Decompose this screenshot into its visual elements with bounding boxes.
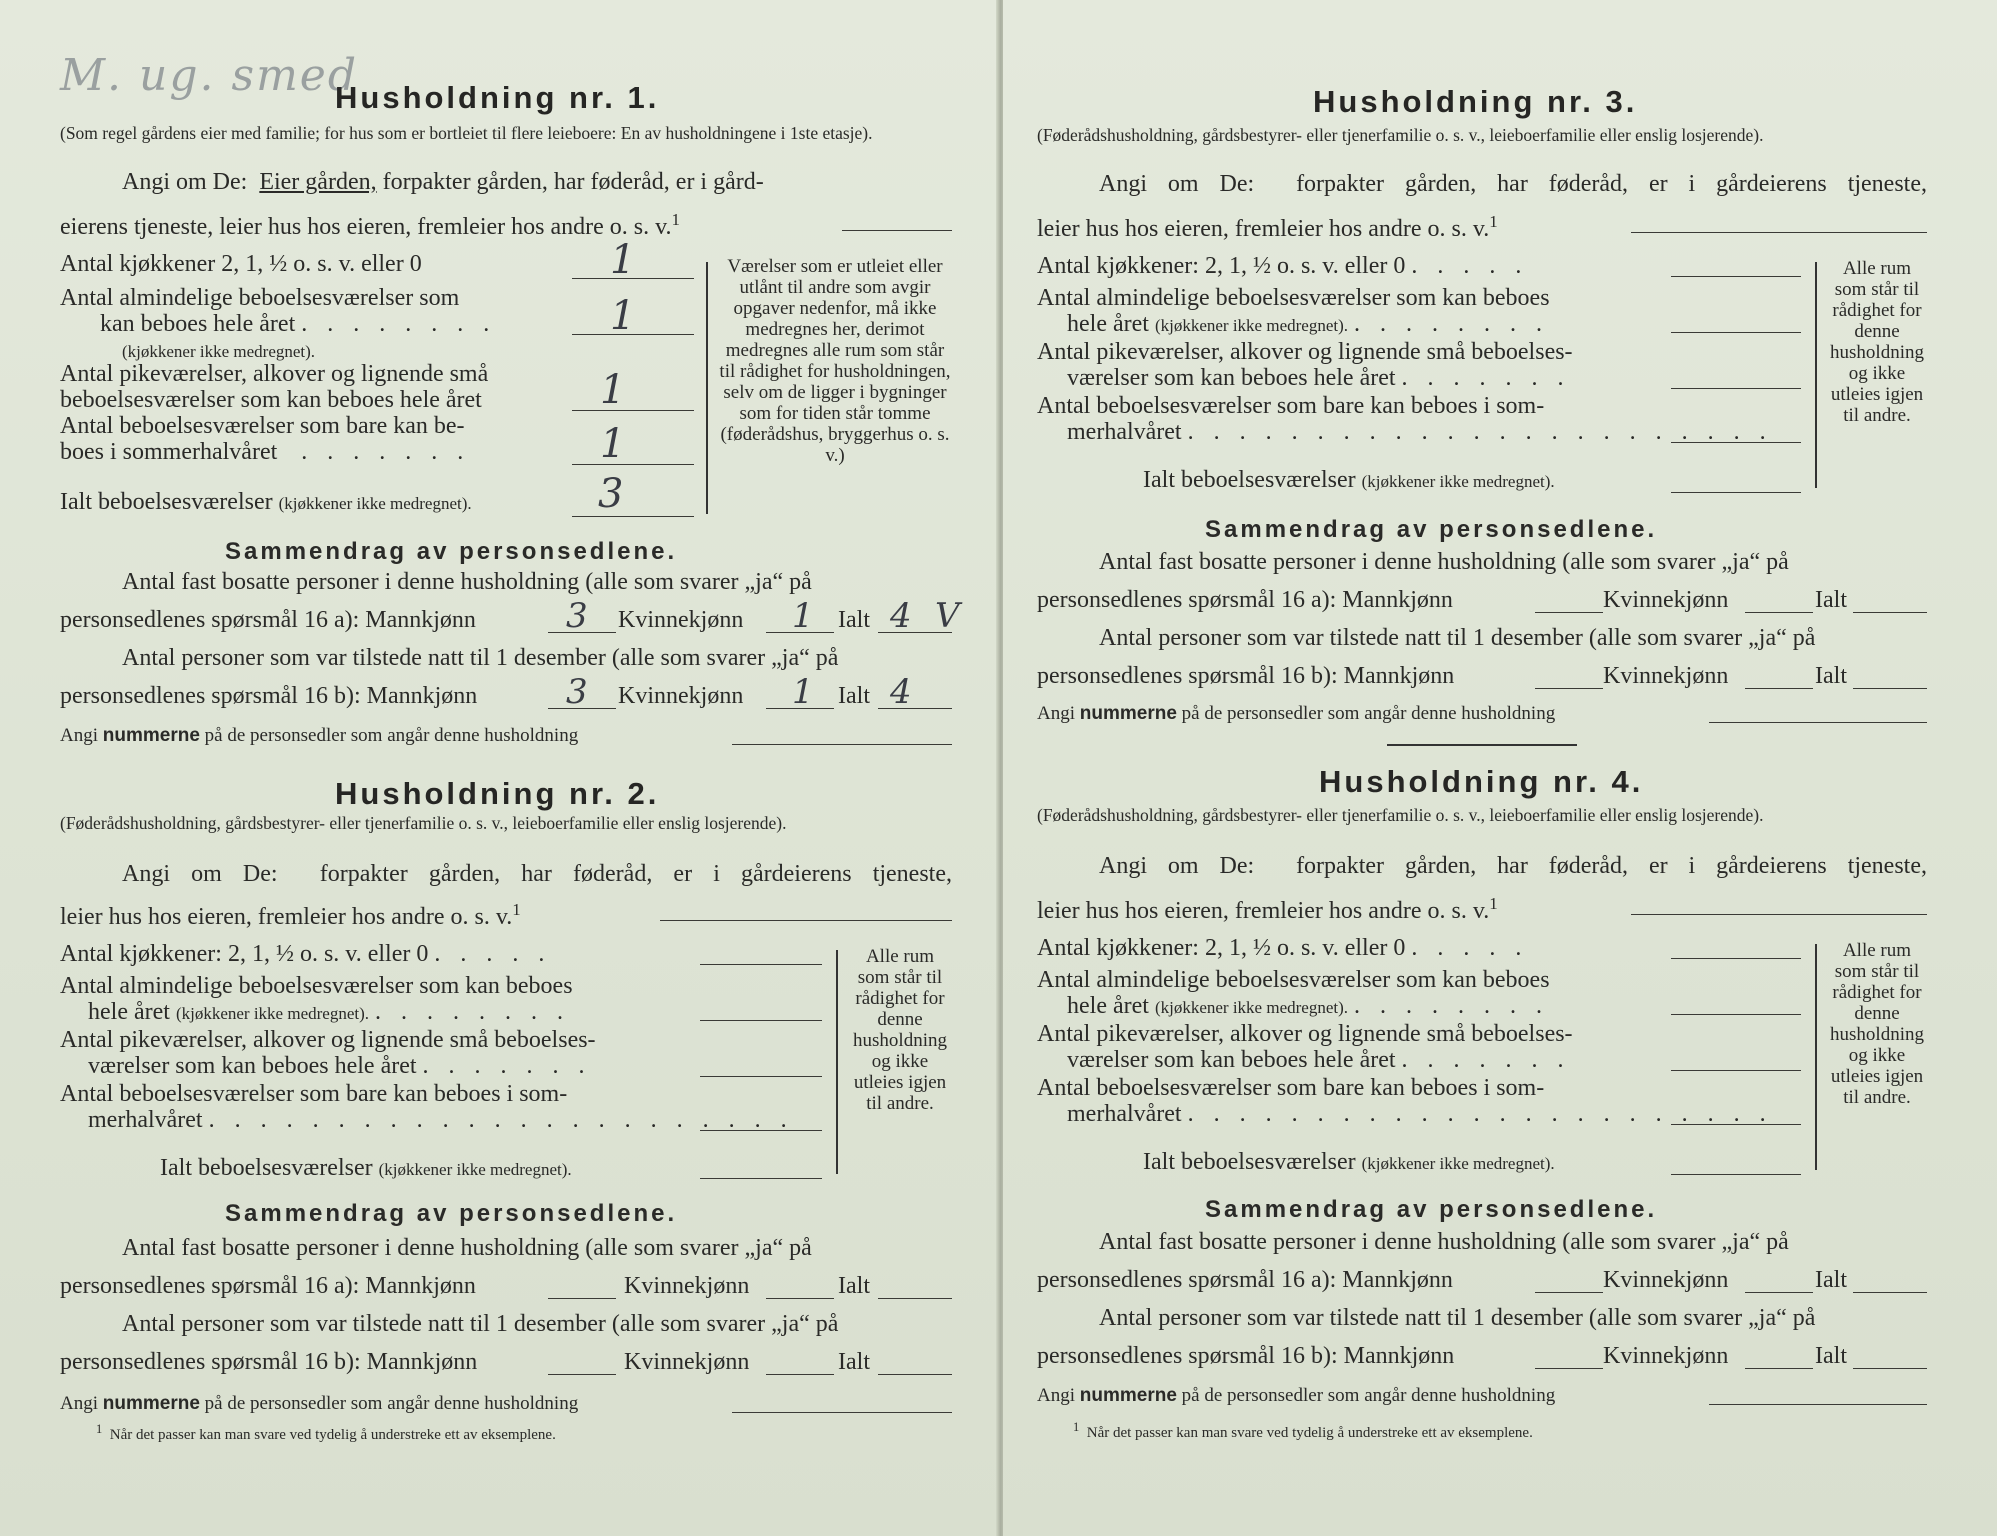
h2-summary-a1: Antal fast bosatte personer i denne husholdning (alle som svarer „ja“ på bbox=[122, 1235, 812, 1261]
h4-angi-fill bbox=[1631, 914, 1927, 915]
h3-alm-row2: hele året (kjøkkener ikke medregnet). . . . . . . . . bbox=[1067, 311, 1549, 337]
alm-label: hele året bbox=[88, 999, 170, 1025]
h4-nummerne-row bbox=[1037, 1382, 1555, 1410]
h4-alm-row1: Antal almindelige beboelsesværelser som kan beboes bbox=[1037, 967, 1550, 993]
left-footnote bbox=[96, 1422, 556, 1444]
mannkjonn-label: personsedlenes spørsmål 16 a): Mannkjønn bbox=[60, 607, 476, 633]
h2-summary-a2: personsedlenes spørsmål 16 a): Mannkjønn bbox=[60, 1273, 476, 1299]
h4-b-kvinne-fill bbox=[1745, 1368, 1813, 1369]
kjokken-label: Antal kjøkkener: 2, 1, ½ o. s. v. eller 0 bbox=[1037, 935, 1406, 961]
h4-pike-row2: værelser som kan beboes hele året . . . . . . . bbox=[1067, 1047, 1571, 1073]
sommer-label: merhalvåret bbox=[1067, 1101, 1182, 1127]
alm-note: (kjøkkener ikke medregnet). bbox=[1154, 316, 1348, 335]
h4-a-mann-fill bbox=[1535, 1292, 1603, 1293]
household-4-angi-cont bbox=[1037, 890, 1498, 925]
h3-b-ialt-fill bbox=[1853, 688, 1927, 689]
pike-label: værelser som kan beboes hele året bbox=[1067, 1047, 1396, 1073]
household-4-note: (Føderådshusholdning, gårdsbestyrer- eller tjenerfamilie o. s. v., leieboerfamilie eller enslig losjerende). bbox=[1037, 805, 1764, 825]
h2-angi-fill bbox=[660, 920, 952, 921]
household-1-angi-cont bbox=[60, 206, 680, 241]
h3-alm-fill bbox=[1671, 332, 1801, 333]
right-footnote bbox=[1073, 1420, 1533, 1442]
household-3-note: (Føderådshusholdning, gårdsbestyrer- eller tjenerfamilie o. s. v., leieboerfamilie eller enslig losjerende). bbox=[1037, 125, 1764, 145]
nummer-label-c: på de personsedler som angår denne husholdning bbox=[1181, 703, 1556, 724]
nummer-label-a: Angi bbox=[1037, 1385, 1075, 1406]
household-1-note: (Som regel gårdens eier med familie; for hus som er bortleiet til flere leieboere: En av husholdningene i 1ste etasje). bbox=[60, 123, 873, 143]
angi-label: Angi om De: bbox=[1099, 171, 1255, 197]
h1-alm-answer: 1 bbox=[610, 293, 636, 339]
h4-pike-row1: Antal pikeværelser, alkover og lignende små beboelses- bbox=[1037, 1021, 1573, 1047]
h1-a-kvinne-label: Kvinnekjønn bbox=[618, 607, 744, 633]
h1-a-check-mark: V bbox=[935, 596, 960, 636]
h1-kjokken-answer: 1 bbox=[610, 237, 636, 283]
ialt-label: Ialt beboelsesværelser bbox=[1143, 467, 1356, 493]
footnote-mark: 1 bbox=[1073, 1420, 1080, 1434]
h2-pike-row1: Antal pikeværelser, alkover og lignende små beboelses- bbox=[60, 1027, 596, 1053]
h2-summary-b1: Antal personer som var tilstede natt til 1 desember (alle som svarer „ja“ på bbox=[122, 1311, 839, 1337]
alm-label: hele året bbox=[1067, 311, 1149, 337]
h3-sommer-row1: Antal beboelsesværelser som bare kan beboes i som- bbox=[1037, 393, 1545, 419]
angi-options-cont: eierens tjeneste, leier hus hos eieren, fremleier hos andre o. s. v. bbox=[60, 214, 672, 240]
h3-summary-a1: Antal fast bosatte personer i denne husholdning (alle som svarer „ja“ på bbox=[1099, 549, 1789, 575]
h4-summary-title: Sammendrag av personsedlene. bbox=[1205, 1196, 1658, 1223]
h2-ialt-fill bbox=[700, 1178, 822, 1179]
h4-a-kvinne-fill bbox=[1745, 1292, 1813, 1293]
h1-pike-row1: Antal pikeværelser, alkover og lignende små bbox=[60, 361, 489, 387]
h1-b-kvinne-label: Kvinnekjønn bbox=[618, 683, 744, 709]
footnote-mark: 1 bbox=[1489, 212, 1498, 231]
angi-label: Angi om De: bbox=[122, 861, 278, 887]
sommer-label: merhalvåret bbox=[1067, 419, 1182, 445]
h2-a-ialt-label: Ialt bbox=[838, 1273, 870, 1299]
h1-a-ialt-label: Ialt bbox=[838, 607, 870, 633]
nummer-label-c: på de personsedler som angår denne husholdning bbox=[204, 1393, 579, 1414]
h1-ialt-row bbox=[60, 488, 472, 518]
h1-brace-line bbox=[706, 262, 708, 514]
footnote-mark: 1 bbox=[512, 900, 521, 919]
h1-b-ialt-label: Ialt bbox=[838, 683, 870, 709]
h1-alm-row2: kan beboes hele året . . . . . . . . bbox=[100, 311, 497, 337]
h2-pike-fill bbox=[700, 1076, 822, 1077]
ialt-note: (kjøkkener ikke medregnet). bbox=[1361, 472, 1555, 491]
angi-fill-line bbox=[842, 230, 952, 231]
h1-summary-a2 bbox=[60, 606, 476, 634]
angi-options: forpakter gården, har føderåd, er i gårdeierens tjeneste, bbox=[319, 861, 952, 887]
h4-sommer-row1: Antal beboelsesværelser som bare kan beboes i som- bbox=[1037, 1075, 1545, 1101]
h1-pike-row2: beboelsesværelser som kan beboes hele året bbox=[60, 387, 482, 413]
ialt-note: (kjøkkener ikke medregnet). bbox=[378, 1160, 572, 1179]
angi-options: forpakter gården, har føderåd, er i gård- bbox=[382, 169, 764, 195]
household-separator bbox=[1387, 744, 1577, 746]
h4-summary-b2: personsedlenes spørsmål 16 b): Mannkjønn bbox=[1037, 1343, 1455, 1369]
h3-brace-line bbox=[1815, 262, 1817, 488]
angi-options: forpakter gården, har føderåd, er i gårdeierens tjeneste, bbox=[1296, 171, 1927, 197]
h1-a-kvinne-answer: 1 bbox=[792, 596, 814, 636]
h1-a-ialt-answer: 4 bbox=[890, 596, 912, 636]
h4-summary-a1: Antal fast bosatte personer i denne husholdning (alle som svarer „ja“ på bbox=[1099, 1229, 1789, 1255]
h1-summary-a1: Antal fast bosatte personer i denne husholdning (alle som svarer „ja“ på bbox=[122, 569, 812, 595]
household-2-title: Husholdning nr. 2. bbox=[335, 776, 660, 811]
angi-options-cont: leier hus hos eieren, fremleier hos andre o. s. v. bbox=[60, 904, 513, 930]
h1-ialt-fill bbox=[572, 516, 694, 517]
h1-sommer-row2: boes i sommerhalvåret . . . . . . . bbox=[60, 439, 471, 465]
h3-alm-row1: Antal almindelige beboelsesværelser som kan beboes bbox=[1037, 285, 1550, 311]
h3-summary-a2: personsedlenes spørsmål 16 a): Mannkjønn bbox=[1037, 587, 1453, 613]
household-2-angi bbox=[122, 860, 952, 888]
kjokken-label: Antal kjøkkener: 2, 1, ½ o. s. v. eller 0 bbox=[60, 941, 429, 967]
h1-b-ialt-answer: 4 bbox=[890, 672, 912, 712]
sommer-label: boes i sommerhalvåret bbox=[60, 439, 278, 465]
h2-nummerne-row bbox=[60, 1390, 578, 1418]
h3-a-ialt-fill bbox=[1853, 612, 1927, 613]
nummer-label-bold: nummerne bbox=[102, 1393, 200, 1414]
h3-kjokken-fill bbox=[1671, 276, 1801, 277]
h4-nummerne-fill bbox=[1709, 1404, 1927, 1405]
h2-brace-line bbox=[836, 950, 838, 1174]
h1-b-mann-answer: 3 bbox=[566, 672, 588, 712]
nummer-label-bold: nummerne bbox=[1079, 703, 1177, 724]
h1-b-kvinne-answer: 1 bbox=[792, 672, 814, 712]
h1-a-mann-answer: 3 bbox=[566, 596, 588, 636]
h3-summary-title: Sammendrag av personsedlene. bbox=[1205, 516, 1658, 543]
h3-b-kvinne-label: Kvinnekjønn bbox=[1603, 663, 1729, 689]
h2-summary-title: Sammendrag av personsedlene. bbox=[225, 1200, 678, 1227]
alm-label: kan beboes hele året bbox=[100, 311, 296, 337]
pike-label: værelser som kan beboes hele året bbox=[88, 1053, 417, 1079]
h2-kjokken-fill bbox=[700, 964, 822, 965]
h4-a-kvinne-label: Kvinnekjønn bbox=[1603, 1267, 1729, 1293]
nummer-label-a: Angi bbox=[60, 1393, 98, 1414]
h4-summary-a2: personsedlenes spørsmål 16 a): Mannkjønn bbox=[1037, 1267, 1453, 1293]
nummer-label-c: på de personsedler som angår denne husholdning bbox=[1181, 1385, 1556, 1406]
h3-a-kvinne-label: Kvinnekjønn bbox=[1603, 587, 1729, 613]
h1-pike-answer: 1 bbox=[600, 367, 626, 413]
h3-nummerne-fill bbox=[1709, 722, 1927, 723]
h4-alm-row2: hele året (kjøkkener ikke medregnet). . . . . . . . . bbox=[1067, 993, 1549, 1019]
h2-b-kvinne-fill bbox=[766, 1374, 834, 1375]
h3-b-ialt-label: Ialt bbox=[1815, 663, 1847, 689]
nummer-label-bold: nummerne bbox=[102, 725, 200, 746]
h3-sommer-row2: merhalvåret . . . . . . . . . . . . . . . . . . . . . . . bbox=[1067, 419, 1773, 445]
h3-nummerne-row bbox=[1037, 700, 1555, 728]
alm-note: (kjøkkener ikke medregnet). bbox=[175, 1004, 369, 1023]
h2-a-kvinne-fill bbox=[766, 1298, 834, 1299]
h1-alm-row1: Antal almindelige beboelsesværelser som bbox=[60, 285, 460, 311]
h1-ialt-answer: 3 bbox=[598, 471, 624, 517]
h2-b-kvinne-label: Kvinnekjønn bbox=[624, 1349, 750, 1375]
h4-alm-fill bbox=[1671, 1014, 1801, 1015]
nummer-label-bold: nummerne bbox=[1079, 1385, 1177, 1406]
h2-b-ialt-label: Ialt bbox=[838, 1349, 870, 1375]
h2-pike-row2: værelser som kan beboes hele året . . . . . . . bbox=[88, 1053, 592, 1079]
h3-a-kvinne-fill bbox=[1745, 612, 1813, 613]
footnote-text: Når det passer kan man svare ved tydelig å understreke ett av eksemplene. bbox=[1086, 1425, 1533, 1441]
h2-alm-fill bbox=[700, 1020, 822, 1021]
angi-options-cont: leier hus hos eieren, fremleier hos andre o. s. v. bbox=[1037, 898, 1490, 924]
household-2-angi-cont bbox=[60, 896, 521, 931]
h4-b-kvinne-label: Kvinnekjønn bbox=[1603, 1343, 1729, 1369]
h4-pike-fill bbox=[1671, 1070, 1801, 1071]
h2-kjokken-row: Antal kjøkkener: 2, 1, ½ o. s. v. eller 0 . . . . . bbox=[60, 941, 552, 967]
h4-a-ialt-fill bbox=[1853, 1292, 1927, 1293]
h2-alm-row2: hele året (kjøkkener ikke medregnet). . . . . . . . . bbox=[88, 999, 570, 1025]
angi-label: Angi om De: bbox=[1099, 853, 1255, 879]
h4-sommer-fill bbox=[1671, 1124, 1801, 1125]
alm-note: (kjøkkener ikke medregnet). bbox=[1154, 998, 1348, 1017]
ialt-label: Ialt beboelsesværelser bbox=[60, 489, 273, 515]
h4-kjokken-fill bbox=[1671, 958, 1801, 959]
h1-side-note: Værelser som er utleiet eller utlånt til andre som avgir opgaver nedenfor, må ikke medregnes her, derimot medregnes alle rum som står til rådighet for husholdningen, selv om de ligger i bygninger som for tiden står tomme (føderådshus, bryggerhus o. s. v.) bbox=[719, 256, 951, 466]
h3-sommer-fill bbox=[1671, 442, 1801, 443]
h2-sommer-fill bbox=[700, 1130, 822, 1131]
nummer-label-c: på de personsedler som angår denne husholdning bbox=[204, 725, 579, 746]
angi-label: Angi om De: bbox=[122, 169, 248, 195]
h1-summary-b1: Antal personer som var tilstede natt til 1 desember (alle som svarer „ja“ på bbox=[122, 645, 839, 671]
h1-sommer-fill bbox=[572, 464, 694, 465]
footnote-mark: 1 bbox=[96, 1422, 103, 1436]
handwritten-header: M. ug. smed bbox=[60, 50, 359, 101]
h3-ialt-row bbox=[1143, 466, 1555, 496]
household-4-title: Husholdning nr. 4. bbox=[1319, 764, 1644, 799]
footnote-mark: 1 bbox=[1489, 894, 1498, 913]
h1-summary-b2: personsedlenes spørsmål 16 b): Mannkjønn bbox=[60, 683, 478, 709]
ialt-label: Ialt beboelsesværelser bbox=[160, 1155, 373, 1181]
household-3-angi-cont bbox=[1037, 208, 1498, 243]
h2-side-note: Alle rum som står til rådighet for denne husholdning og ikke utleies igjen til andre. bbox=[853, 946, 947, 1114]
ialt-label: Ialt beboelsesværelser bbox=[1143, 1149, 1356, 1175]
household-2-note: (Føderådshusholdning, gårdsbestyrer- eller tjenerfamilie o. s. v., leieboerfamilie eller enslig losjerende). bbox=[60, 813, 787, 833]
h3-b-mann-fill bbox=[1535, 688, 1603, 689]
alm-label: hele året bbox=[1067, 993, 1149, 1019]
h4-b-ialt-label: Ialt bbox=[1815, 1343, 1847, 1369]
h4-a-ialt-label: Ialt bbox=[1815, 1267, 1847, 1293]
h2-nummerne-fill bbox=[732, 1412, 952, 1413]
angi-options: forpakter gården, har føderåd, er i gårdeierens tjeneste, bbox=[1296, 853, 1927, 879]
h1-nummerne-fill bbox=[732, 744, 952, 745]
h1-alm-row3: (kjøkkener ikke medregnet). bbox=[122, 342, 316, 361]
h2-b-ialt-fill bbox=[878, 1374, 952, 1375]
h2-a-ialt-fill bbox=[878, 1298, 952, 1299]
h1-sommer-row1: Antal beboelsesværelser som bare kan be- bbox=[60, 413, 465, 439]
h3-pike-row2: værelser som kan beboes hele året . . . . . . . bbox=[1067, 365, 1571, 391]
h2-alm-row1: Antal almindelige beboelsesværelser som kan beboes bbox=[60, 973, 573, 999]
h4-b-mann-fill bbox=[1535, 1368, 1603, 1369]
ialt-note: (kjøkkener ikke medregnet). bbox=[1361, 1154, 1555, 1173]
h2-b-mann-fill bbox=[548, 1374, 616, 1375]
angi-options-cont: leier hus hos eieren, fremleier hos andre o. s. v. bbox=[1037, 216, 1490, 242]
h3-pike-row1: Antal pikeværelser, alkover og lignende små beboelses- bbox=[1037, 339, 1573, 365]
h3-summary-b2: personsedlenes spørsmål 16 b): Mannkjønn bbox=[1037, 663, 1455, 689]
footnote-text: Når det passer kan man svare ved tydelig å understreke ett av eksemplene. bbox=[109, 1427, 556, 1443]
h4-brace-line bbox=[1815, 944, 1817, 1170]
h3-ialt-fill bbox=[1671, 492, 1801, 493]
right-page bbox=[1003, 0, 1997, 1536]
h2-ialt-row bbox=[160, 1154, 572, 1184]
h1-summary-title: Sammendrag av personsedlene. bbox=[225, 538, 678, 565]
h3-kjokken-row: Antal kjøkkener: 2, 1, ½ o. s. v. eller 0 . . . . . bbox=[1037, 253, 1529, 279]
nummer-label-a: Angi bbox=[60, 725, 98, 746]
h4-side-note: Alle rum som står til rådighet for denne husholdning og ikke utleies igjen til andre. bbox=[1830, 940, 1924, 1108]
pike-label: værelser som kan beboes hele året bbox=[1067, 365, 1396, 391]
h2-summary-b2: personsedlenes spørsmål 16 b): Mannkjønn bbox=[60, 1349, 478, 1375]
h1-kjokken-row: Antal kjøkkener 2, 1, ½ o. s. v. eller 0 bbox=[60, 251, 422, 277]
angi-eier-option-underlined: Eier gården, bbox=[259, 169, 377, 195]
household-1-title: Husholdning nr. 1. bbox=[335, 80, 660, 115]
h4-kjokken-row: Antal kjøkkener: 2, 1, ½ o. s. v. eller 0 . . . . . bbox=[1037, 935, 1529, 961]
h4-ialt-fill bbox=[1671, 1174, 1801, 1175]
footnote-mark: 1 bbox=[671, 210, 681, 229]
household-3-angi bbox=[1099, 170, 1927, 198]
h4-summary-b1: Antal personer som var tilstede natt til 1 desember (alle som svarer „ja“ på bbox=[1099, 1305, 1816, 1331]
household-4-angi bbox=[1099, 852, 1927, 880]
h1-sommer-answer: 1 bbox=[600, 421, 626, 467]
h2-a-kvinne-label: Kvinnekjønn bbox=[624, 1273, 750, 1299]
h2-a-mann-fill bbox=[548, 1298, 616, 1299]
h3-side-note: Alle rum som står til rådighet for denne husholdning og ikke utleies igjen til andre. bbox=[1830, 258, 1924, 426]
h3-a-ialt-label: Ialt bbox=[1815, 587, 1847, 613]
h3-summary-b1: Antal personer som var tilstede natt til 1 desember (alle som svarer „ja“ på bbox=[1099, 625, 1816, 651]
h1-nummerne-row bbox=[60, 722, 578, 750]
sommer-label: merhalvåret bbox=[88, 1107, 203, 1133]
nummer-label-a: Angi bbox=[1037, 703, 1075, 724]
household-1-angi bbox=[122, 168, 764, 196]
h1-pike-fill bbox=[572, 410, 694, 411]
household-3-title: Husholdning nr. 3. bbox=[1313, 84, 1638, 119]
h2-sommer-row2: merhalvåret . . . . . . . . . . . . . . . . . . . . . . . bbox=[88, 1107, 794, 1133]
h2-sommer-row1: Antal beboelsesværelser som bare kan beboes i som- bbox=[60, 1081, 568, 1107]
h4-sommer-row2: merhalvåret . . . . . . . . . . . . . . . . . . . . . . . bbox=[1067, 1101, 1773, 1127]
h3-b-kvinne-fill bbox=[1745, 688, 1813, 689]
h4-b-ialt-fill bbox=[1853, 1368, 1927, 1369]
h3-angi-fill bbox=[1631, 232, 1927, 233]
h3-a-mann-fill bbox=[1535, 612, 1603, 613]
h4-ialt-row bbox=[1143, 1148, 1555, 1178]
ialt-note: (kjøkkener ikke medregnet). bbox=[278, 494, 472, 513]
h3-pike-fill bbox=[1671, 388, 1801, 389]
kjokken-label: Antal kjøkkener: 2, 1, ½ o. s. v. eller 0 bbox=[1037, 253, 1406, 279]
